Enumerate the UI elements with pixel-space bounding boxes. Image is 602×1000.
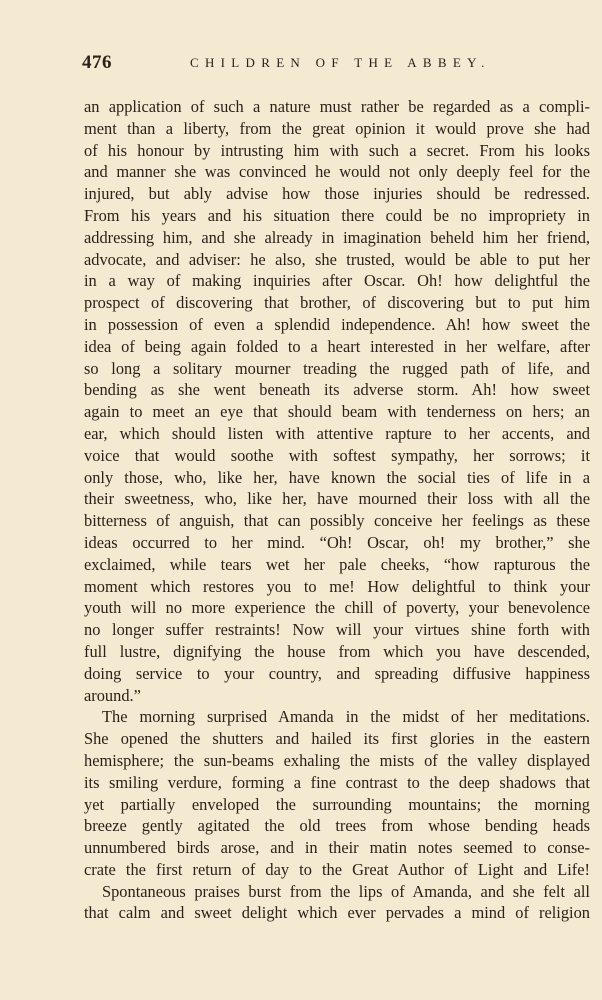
text-line: crate the first return of day to the Great Author of Light and Life! — [84, 859, 590, 879]
text-line: an application of such a nature must rather be regarded as a compli- — [84, 97, 590, 116]
text-line: its smiling verdure, forming a fine contrast to the deep shadows that — [84, 772, 590, 792]
text-line: From his years and his situation there could be no impropriety in — [84, 205, 590, 225]
text-line: no longer suffer restraints! Now will your virtues shine forth with — [84, 620, 590, 640]
text-line: their sweetness, who, like her, have mourned their loss with all the — [84, 489, 590, 509]
text-line: advocate, and adviser: he also, she trusted, would be able to put her — [84, 249, 590, 269]
text-line: voice that would soothe with softest sympathy, her sorrows; it — [84, 445, 590, 465]
text-line: The morning surprised Amanda in the midst of her meditations. — [102, 707, 590, 727]
text-line: around.” — [84, 685, 141, 705]
text-line: injured, but ably advise how those injuries should be redressed. — [84, 184, 590, 204]
text-line: in a way of making inquiries after Oscar. Oh! how delightful the — [84, 271, 590, 291]
text-line: hemisphere; the sun-beams exhaling the mists of the valley displayed — [84, 750, 590, 770]
text-line: in possession of even a splendid independence. Ah! how sweet the — [84, 314, 590, 334]
running-title: CHILDREN OF THE ABBEY. — [190, 55, 491, 70]
text-line: ideas occurred to her mind. “Oh! Oscar, oh! my brother,” she — [84, 532, 590, 552]
text-line: unnumbered birds arose, and in their matin notes seemed to conse- — [84, 838, 590, 858]
text-line: of his honour by intrusting him with such a secret. From his looks — [84, 140, 590, 160]
text-line: addressing him, and she already in imagination beheld him her friend, — [84, 227, 590, 247]
text-line: youth will no more experience the chill of poverty, your benevolence — [84, 598, 590, 618]
text-line: exclaimed, while tears wet her pale cheeks, “how rapturous the — [84, 554, 590, 574]
text-line: idea of being again folded to a heart interested in her welfare, after — [84, 336, 590, 356]
text-line: that calm and sweet delight which ever pervades a mind of religion — [84, 903, 590, 923]
text-line: breeze gently agitated the old trees from whose bending heads — [84, 816, 590, 836]
text-line: again to meet an eye that should beam with tenderness on hers; an — [84, 402, 590, 422]
text-line: ear, which should listen with attentive rapture to her accents, and — [84, 423, 590, 443]
text-line: bitterness of anguish, that can possibly conceive her feelings as these — [84, 511, 590, 531]
text-line: doing service to your country, and spreading diffusive happiness — [84, 663, 590, 683]
text-line: and manner she was convinced he would not only deeply feel for the — [84, 162, 590, 182]
text-line: moment which restores you to me! How delightful to think your — [84, 576, 590, 596]
text-line: prospect of discovering that brother, of discovering but to put him — [84, 293, 590, 313]
text-line: ment than a liberty, from the great opinion it would prove she had — [84, 118, 590, 138]
text-line: bending as she went beneath its adverse storm. Ah! how sweet — [84, 380, 590, 400]
text-line: yet partially enveloped the surrounding mountains; the morning — [84, 794, 590, 814]
text-line: so long a solitary mourner treading the rugged path of life, and — [84, 358, 590, 378]
text-line: only those, who, like her, have known the social ties of life in a — [84, 467, 590, 487]
body-text — [84, 96, 590, 924]
page-header — [82, 52, 592, 80]
text-line: She opened the shutters and hailed its first glories in the eastern — [84, 729, 590, 749]
text-line: full lustre, dignifying the house from which you have descended, — [84, 641, 590, 661]
text-line: Spontaneous praises burst from the lips of Amanda, and she felt all — [102, 881, 590, 901]
page-number: 476 — [82, 52, 112, 73]
